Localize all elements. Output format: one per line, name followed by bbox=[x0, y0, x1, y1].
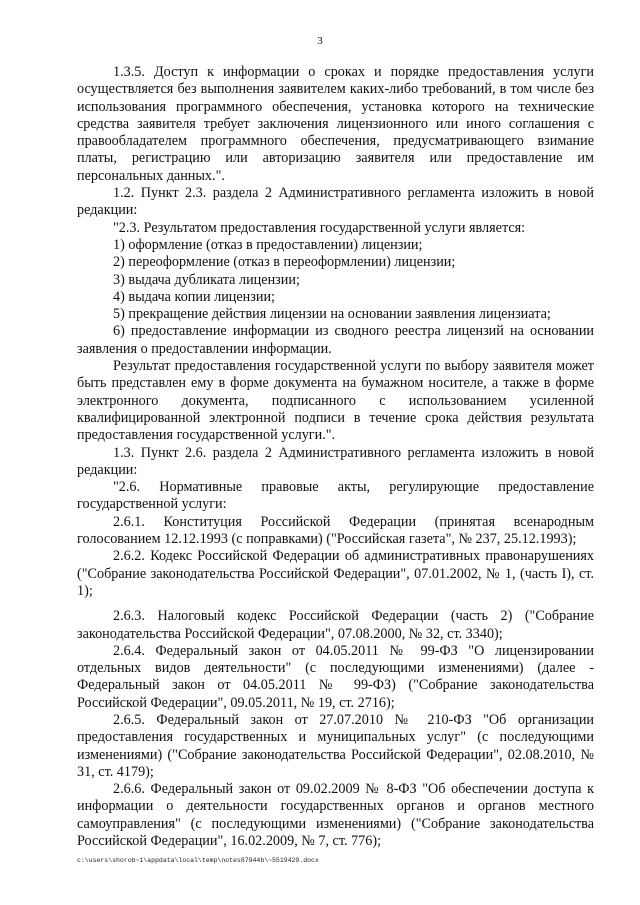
paragraph-1-3-5: 1.3.5. Доступ к информации о сроках и порядке предоставления услуги осуществляется без выполнения заявителем каких-либо требований, в том числе без использования программного обеспечения, установка которого на технические средства заявителя требует заключения лицензионного или иного соглашения с правообладателем программного обеспечения, предусматривающего взимание платы, регистрацию или авторизацию заявителя или предоставление им персональных данных.". bbox=[77, 64, 594, 184]
paragraph-2-3-intro: "2.3. Результатом предоставления государственной услуги является: bbox=[113, 219, 526, 236]
paragraph-2-6-6: 2.6.6. Федеральный закон от 09.02.2009 № 8-ФЗ "Об обеспечении доступа к информации о деятельности государственных органов и органов местного самоуправления" (с последующими изменениями) ("Собрание законодательства Российской Федерации", 16.02.2009, № 7, ст. 776); bbox=[77, 781, 594, 850]
paragraph-2-6-2: 2.6.2. Кодекс Российской Федерации об административных правонарушениях ("Собрание законодательства Российской Федерации", 07.01.2002, № 1, (часть I), ст. 1); bbox=[77, 548, 594, 599]
page-number: 3 bbox=[317, 35, 323, 47]
list-item-5: 5) прекращение действия лицензии на основании заявления лицензиата; bbox=[113, 306, 551, 323]
paragraph-2-6-4: 2.6.4. Федеральный закон от 04.05.2011 № 99-ФЗ "О лицензировании отдельных видов деятельности" (с последующими изменениями) (далее - Федеральный закон от 04.05.2011 № 99-ФЗ) ("Собрание законодательства Российской Федерации", 09.05.2011, № 19, ст. 2716); bbox=[77, 642, 594, 711]
paragraph-2-6-intro: "2.6. Нормативные правовые акты, регулирующие предоставление государственной услуги: bbox=[77, 479, 594, 513]
list-item-3: 3) выдача дубликата лицензии; bbox=[113, 271, 300, 288]
file-path-footer: c:\users\shorob~1\appdata\local\temp\notes87944b\~5519429.docx bbox=[77, 857, 319, 864]
paragraph-2-6-5: 2.6.5. Федеральный закон от 27.07.2010 № 210-ФЗ "Об организации предоставления государственных и муниципальных услуг" (с последующими изменениями) ("Собрание законодательства Российской Федерации", 02.08.2010, № 31, ст. 4179); bbox=[77, 711, 594, 780]
paragraph-2-6-1: 2.6.1. Конституция Российской Федерации (принятая всенародным голосованием 12.12.1993 (с поправками) ("Российская газета", № 237, 25.12.1993); bbox=[77, 513, 594, 548]
paragraph-result: Результат предоставления государственной услуги по выбору заявителя может быть представлен ему в форме документа на бумажном носителе, а также в форме электронного документа, подписанного с использованием усиленной квалифицированной электронной подписи в течение срока действия результата предоставления государственной услуги.". bbox=[77, 358, 594, 444]
paragraph-1-3: 1.3. Пункт 2.6. раздела 2 Административного регламента изложить в новой редакции: bbox=[77, 444, 594, 478]
list-item-4: 4) выдача копии лицензии; bbox=[113, 288, 275, 305]
document-body bbox=[77, 64, 594, 850]
paragraph-2-6-3: 2.6.3. Налоговый кодекс Российской Федерации (часть 2) ("Собрание законодательства Российской Федерации", 07.08.2000, № 32, ст. 3340); bbox=[77, 608, 594, 642]
paragraph-1-2: 1.2. Пункт 2.3. раздела 2 Административного регламента изложить в новой редакции: bbox=[77, 185, 594, 219]
list-item-6: 6) предоставление информации из сводного реестра лицензий на основании заявления о предоставлении информации. bbox=[77, 323, 594, 357]
list-item-1: 1) оформление (отказ в предоставлении) лицензии; bbox=[113, 236, 423, 253]
list-item-2: 2) переоформление (отказ в переоформлении) лицензии; bbox=[113, 254, 456, 271]
